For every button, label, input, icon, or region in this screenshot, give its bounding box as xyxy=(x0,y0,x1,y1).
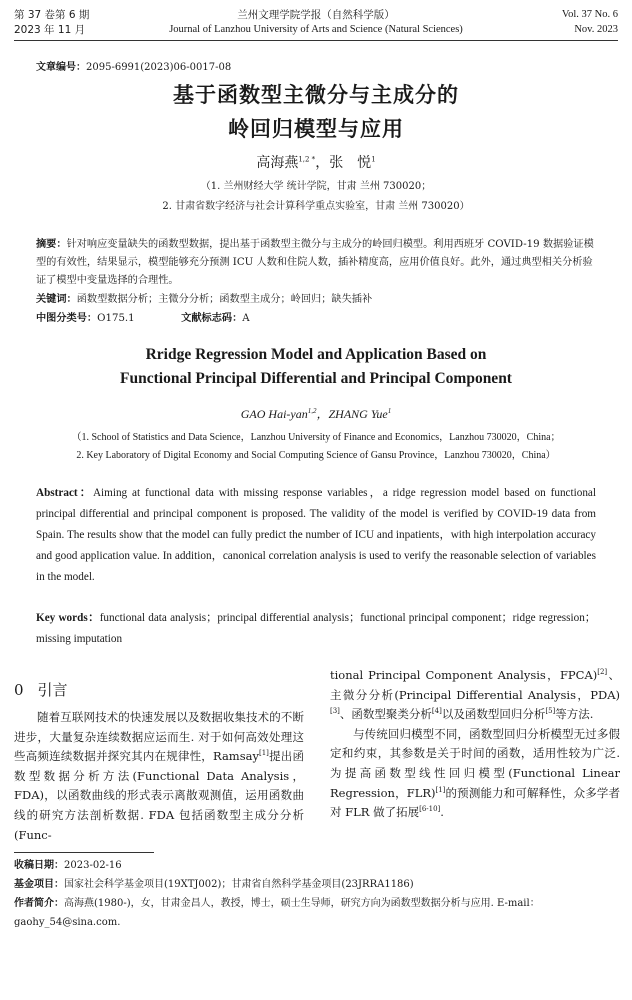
en-abstract xyxy=(36,483,596,588)
en-keywords-text: functional data analysis；principal differential analysis；functional principal component；ridge regression；missing imputation xyxy=(36,612,596,645)
header-rule xyxy=(14,40,618,41)
body-right-text: tional Principal Component Analysis，FPCA) xyxy=(330,668,598,682)
body-right-text: 的预测能力和可解释性，众多学者对 FLR 做了拓展 xyxy=(330,785,621,820)
cn-author-1: 高海燕 xyxy=(256,155,299,171)
en-author-1-affil: 1,2 xyxy=(307,407,317,415)
citation-ref: [1] xyxy=(435,785,446,794)
cn-author-2-affil: 1 xyxy=(371,155,376,164)
section-number: 0 xyxy=(14,681,24,699)
footnote-author xyxy=(14,894,622,932)
body-left-text-a: 随着互联网技术的快速发展以及数据收集技术的不断进步，大量复杂连续数据应运而生. 对于如何高效处理这些高频连续数据并探究其内在规律性，Ramsay xyxy=(14,710,304,764)
en-keywords xyxy=(36,608,596,650)
classification-line xyxy=(36,309,596,328)
cn-title-line2: 岭回归模型与应用 xyxy=(228,116,404,141)
body-left-paragraph xyxy=(14,708,304,845)
article-number xyxy=(36,58,231,73)
footnote-rule xyxy=(14,852,154,853)
body-right-text: . xyxy=(440,805,444,820)
body-right-text: 、主微分分析(Principal Differential Analysis，PDA) xyxy=(330,668,620,702)
en-title-line1: Rridge Regression Model and Application Based on xyxy=(145,346,487,363)
clc-value: O175.1 xyxy=(97,313,135,324)
en-author-2-affil: 1 xyxy=(387,407,392,415)
cn-keywords-label: 关键词： xyxy=(36,293,77,305)
fund-value: 国家社会科学基金项目(19XTJ002)；甘肃省自然科学基金项目(23JRRA1186) xyxy=(64,879,414,890)
cn-authors xyxy=(0,152,632,172)
doc-code-label: 文献标志码： xyxy=(181,312,243,324)
body-right-text: 等方法. xyxy=(555,707,594,722)
cn-abstract-text: 针对响应变量缺失的函数型数据，提出基于函数型主微分与主成分的岭回归模型。利用西班牙 COVID-19 数据验证模型的有效性，结果显示，模型能够充分预测 ICU 人数和住院人数，插补精度高，应用价值良好。此外，通过典型相关分析验证了模型中变量选择的合理性。 xyxy=(36,239,594,286)
cn-keywords-text: 函数型数据分析；主微分分析；函数型主成分；岭回归；缺失插补 xyxy=(76,294,373,305)
body-right-text: 与传统回归模型不同，函数型回归分析模型无过多假定和约束，其参数是关于时间的函数，适用性较为广泛. 为提高函数型线性回归模型(Functional Linear Regression，FLR) xyxy=(330,726,620,800)
header-volume-cn: 第 37 卷第 6 期 xyxy=(14,9,90,21)
footnote-received xyxy=(14,856,622,875)
footnote-fund xyxy=(14,875,622,894)
citation-ref: [2] xyxy=(597,668,608,677)
en-abstract-text: Aiming at functional data with missing response variables，a ridge regression model based on functional principal differential and principal component is proposed. The validity of the model is verified by COVID-19 data from Spain. The results show that the model can fully predict the number of ICU and inpatients，with high interpolation accuracy and good application value. In addition，canonical correlation analysis is used to verify the reasonable selection of variables in the model. xyxy=(36,487,596,583)
body-right-column xyxy=(330,666,620,823)
cn-author-separator: ， xyxy=(315,155,330,171)
body-right-paragraph-1 xyxy=(330,666,620,725)
citation-ref: [5] xyxy=(545,707,556,716)
received-value: 2023-02-16 xyxy=(64,860,122,871)
fund-label: 基金项目： xyxy=(14,879,64,890)
received-label: 收稿日期： xyxy=(14,860,64,871)
section-heading xyxy=(14,679,68,700)
cn-affiliation-2: 2. 甘肃省数字经济与社会计算科学重点实验室，甘肃 兰州 730020） xyxy=(162,201,470,212)
clc-label: 中图分类号： xyxy=(36,312,98,324)
author-bio-value: 高海燕(1980-)，女，甘肃金昌人，教授，博士，硕士生导师，研究方向为函数型数据分析与应用. E-mail： xyxy=(64,898,540,909)
body-right-text: 、函数型聚类分析 xyxy=(339,707,432,722)
cn-author-2: 张 悦 xyxy=(329,155,372,171)
en-abstract-label: Abstract： xyxy=(36,487,93,499)
en-author-separator: ， xyxy=(316,407,329,421)
cn-abstract xyxy=(36,235,596,290)
body-right-text: 以及函数型回归分析 xyxy=(441,707,546,722)
section-title: 引言 xyxy=(37,681,68,699)
en-authors xyxy=(0,405,632,422)
en-keywords-label: Key words： xyxy=(36,612,100,624)
en-affiliation-1: （1. School of Statistics and Data Science，Lanzhou University of Finance and Economics，Lanzhou 730020，China； xyxy=(71,432,561,443)
doc-code-value: A xyxy=(242,313,250,324)
header-date-en: Nov. 2023 xyxy=(574,24,618,35)
body-right-paragraph-2 xyxy=(330,725,620,823)
en-author-1: GAO Hai-yan xyxy=(240,407,308,421)
citation-ref: [6-10] xyxy=(419,805,441,814)
author-email[interactable]: gaohy_54@sina.com. xyxy=(14,917,121,928)
cn-affiliation-1: （1. 兰州财经大学 统计学院，甘肃 兰州 730020； xyxy=(200,181,432,192)
en-title-line2: Functional Principal Differential and Principal Component xyxy=(120,370,512,387)
cn-abstract-label: 摘要： xyxy=(36,238,67,250)
header-date-cn: 2023 年 11 月 xyxy=(14,24,86,36)
author-bio-label: 作者简介： xyxy=(14,898,64,909)
en-affiliation-2: 2. Key Laboratory of Digital Economy and Social Computing Science of Gansu Province，Lanzhou 730020，China） xyxy=(76,450,556,461)
header-journal-en: Journal of Lanzhou University of Arts and Science (Natural Sciences) xyxy=(169,24,463,35)
en-author-2: ZHANG Yue xyxy=(328,407,388,421)
cn-author-1-affil: 1,2 * xyxy=(298,155,316,164)
citation-ref: [4] xyxy=(431,707,442,716)
header-volume-en: Vol. 37 No. 6 xyxy=(561,9,618,20)
article-number-label: 文章编号： xyxy=(36,62,86,73)
cn-title-line1: 基于函数型主微分与主成分的 xyxy=(173,82,459,107)
body-left-text-b: 提出函数型数据分析方法(Functional Data Analysis，FDA)，以函数曲线的形式表示离散观测值，运用函数曲线的研究方法剖析数据. FDA 包括函数型主成分分析(Func- xyxy=(14,749,305,842)
header-journal-cn: 兰州文理学院学报（自然科学版） xyxy=(237,9,395,21)
citation-ref: [1] xyxy=(258,749,269,758)
citation-ref: [3] xyxy=(330,707,340,716)
article-number-value: 2095-6991(2023)06-0017-08 xyxy=(86,62,232,73)
cn-keywords xyxy=(36,290,596,309)
